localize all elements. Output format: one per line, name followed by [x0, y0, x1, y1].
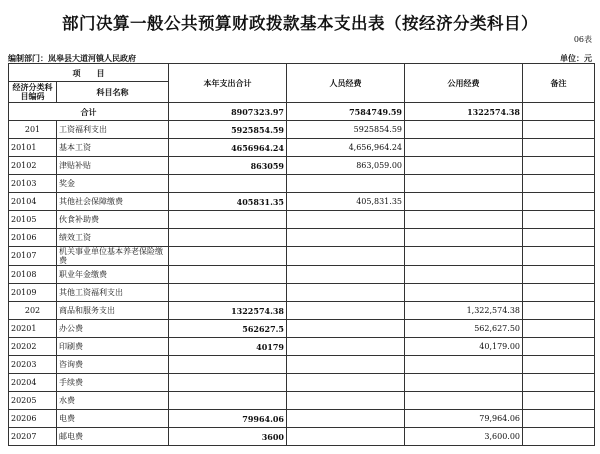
row-subject-name: 津贴补贴 — [57, 157, 169, 175]
row-personnel — [287, 247, 405, 266]
table-row — [9, 284, 595, 302]
row-remark — [523, 139, 595, 157]
row-personnel: 863,059.00 — [287, 157, 405, 175]
row-remark — [523, 266, 595, 284]
row-personnel — [287, 392, 405, 410]
sum-public: 1322574.38 — [405, 103, 523, 121]
row-public — [405, 139, 523, 157]
table-row — [9, 229, 595, 247]
row-remark — [523, 157, 595, 175]
row-code: 20201 — [9, 320, 57, 338]
row-code: 20106 — [9, 229, 57, 247]
sum-total: 8907323.97 — [169, 103, 287, 121]
row-subject-name: 工资福利支出 — [57, 121, 169, 139]
row-personnel: 405,831.35 — [287, 193, 405, 211]
table-row — [9, 121, 595, 139]
row-public — [405, 374, 523, 392]
row-remark — [523, 302, 595, 320]
table-row — [9, 356, 595, 374]
row-personnel — [287, 320, 405, 338]
row-remark — [523, 338, 595, 356]
table-row — [9, 139, 595, 157]
row-total — [169, 392, 287, 410]
header-total: 本年支出合计 — [169, 64, 287, 103]
row-remark — [523, 193, 595, 211]
row-total — [169, 374, 287, 392]
table-row — [9, 193, 595, 211]
table-row — [9, 211, 595, 229]
row-remark — [523, 121, 595, 139]
row-public — [405, 356, 523, 374]
row-subject-name: 水费 — [57, 392, 169, 410]
row-public: 562,627.50 — [405, 320, 523, 338]
row-personnel — [287, 374, 405, 392]
row-total: 4656964.24 — [169, 139, 287, 157]
table-row — [9, 302, 595, 320]
row-public — [405, 247, 523, 266]
row-total: 863059 — [169, 157, 287, 175]
row-personnel — [287, 410, 405, 428]
row-subject-name: 电费 — [57, 410, 169, 428]
row-total — [169, 247, 287, 266]
row-personnel — [287, 356, 405, 374]
row-total: 1322574.38 — [169, 302, 287, 320]
table-row — [9, 410, 595, 428]
row-subject-name: 邮电费 — [57, 428, 169, 446]
table-row — [9, 175, 595, 193]
row-subject-name: 商品和服务支出 — [57, 302, 169, 320]
row-code: 20107 — [9, 247, 57, 266]
row-personnel: 4,656,964.24 — [287, 139, 405, 157]
row-code: 20207 — [9, 428, 57, 446]
row-public: 79,964.06 — [405, 410, 523, 428]
row-public — [405, 229, 523, 247]
row-personnel — [287, 266, 405, 284]
header-subject-name: 科目名称 — [57, 82, 169, 103]
row-personnel — [287, 338, 405, 356]
row-personnel — [287, 229, 405, 247]
row-code: 20102 — [9, 157, 57, 175]
row-personnel — [287, 211, 405, 229]
row-code: 202 — [9, 302, 57, 320]
row-subject-name: 手续费 — [57, 374, 169, 392]
row-total: 5925854.59 — [169, 121, 287, 139]
row-subject-name: 机关事业单位基本养老保险缴费 — [57, 247, 169, 266]
row-code: 20204 — [9, 374, 57, 392]
row-total — [169, 211, 287, 229]
row-remark — [523, 356, 595, 374]
org-label: 编制部门：岚皋县大道河镇人民政府 — [8, 53, 136, 63]
row-public — [405, 193, 523, 211]
row-code: 20101 — [9, 139, 57, 157]
row-subject-name: 其他工资福利支出 — [57, 284, 169, 302]
row-total — [169, 175, 287, 193]
table-row — [9, 392, 595, 410]
page-title: 部门决算一般公共预算财政拨款基本支出表（按经济分类科目） — [62, 14, 538, 33]
row-personnel — [287, 428, 405, 446]
unit-label: 单位：元 — [560, 53, 592, 63]
row-code: 20108 — [9, 266, 57, 284]
header-remark: 备注 — [523, 64, 595, 103]
row-code: 20206 — [9, 410, 57, 428]
row-personnel — [287, 302, 405, 320]
row-public — [405, 211, 523, 229]
row-public — [405, 157, 523, 175]
table-row — [9, 266, 595, 284]
row-public — [405, 392, 523, 410]
row-public: 1,322,574.38 — [405, 302, 523, 320]
row-total — [169, 356, 287, 374]
table-row — [9, 247, 595, 266]
row-total — [169, 229, 287, 247]
row-personnel — [287, 175, 405, 193]
row-public — [405, 266, 523, 284]
sum-label: 合计 — [9, 103, 169, 121]
row-code: 20103 — [9, 175, 57, 193]
table-row — [9, 320, 595, 338]
row-remark — [523, 428, 595, 446]
row-total: 40179 — [169, 338, 287, 356]
row-subject-name: 印刷费 — [57, 338, 169, 356]
row-remark — [523, 175, 595, 193]
row-code: 20104 — [9, 193, 57, 211]
table-row — [9, 157, 595, 175]
header-item: 项 目 — [9, 64, 169, 82]
header-econ-code: 经济分类科目编码 — [9, 82, 57, 103]
row-subject-name: 办公费 — [57, 320, 169, 338]
row-remark — [523, 247, 595, 266]
header-personnel: 人员经费 — [287, 64, 405, 103]
row-code: 20109 — [9, 284, 57, 302]
row-total: 3600 — [169, 428, 287, 446]
row-public: 40,179.00 — [405, 338, 523, 356]
row-code: 20203 — [9, 356, 57, 374]
row-subject-name: 其他社会保障缴费 — [57, 193, 169, 211]
row-public — [405, 284, 523, 302]
row-remark — [523, 284, 595, 302]
row-remark — [523, 410, 595, 428]
sum-personnel: 7584749.59 — [287, 103, 405, 121]
row-total: 405831.35 — [169, 193, 287, 211]
row-public — [405, 175, 523, 193]
header-public: 公用经费 — [405, 64, 523, 103]
row-subject-name: 基本工资 — [57, 139, 169, 157]
header-row-1 — [9, 64, 595, 82]
row-total — [169, 266, 287, 284]
row-remark — [523, 320, 595, 338]
row-total: 79964.06 — [169, 410, 287, 428]
table-row — [9, 338, 595, 356]
row-subject-name: 咨询费 — [57, 356, 169, 374]
row-subject-name: 职业年金缴费 — [57, 266, 169, 284]
row-code: 20202 — [9, 338, 57, 356]
row-remark — [523, 392, 595, 410]
row-subject-name: 奖金 — [57, 175, 169, 193]
sum-remark — [523, 103, 595, 121]
row-total — [169, 284, 287, 302]
row-total: 562627.5 — [169, 320, 287, 338]
row-public — [405, 121, 523, 139]
row-subject-name: 伙食补助费 — [57, 211, 169, 229]
expenditure-table — [8, 63, 595, 446]
row-code: 201 — [9, 121, 57, 139]
row-personnel — [287, 284, 405, 302]
row-subject-name: 绩效工资 — [57, 229, 169, 247]
row-remark — [523, 374, 595, 392]
row-code: 20205 — [9, 392, 57, 410]
sum-row — [9, 103, 595, 121]
row-remark — [523, 211, 595, 229]
form-code: 06表 — [573, 35, 592, 44]
row-code: 20105 — [9, 211, 57, 229]
row-remark — [523, 229, 595, 247]
row-personnel: 5925854.59 — [287, 121, 405, 139]
row-public: 3,600.00 — [405, 428, 523, 446]
table-row — [9, 428, 595, 446]
table-row — [9, 374, 595, 392]
